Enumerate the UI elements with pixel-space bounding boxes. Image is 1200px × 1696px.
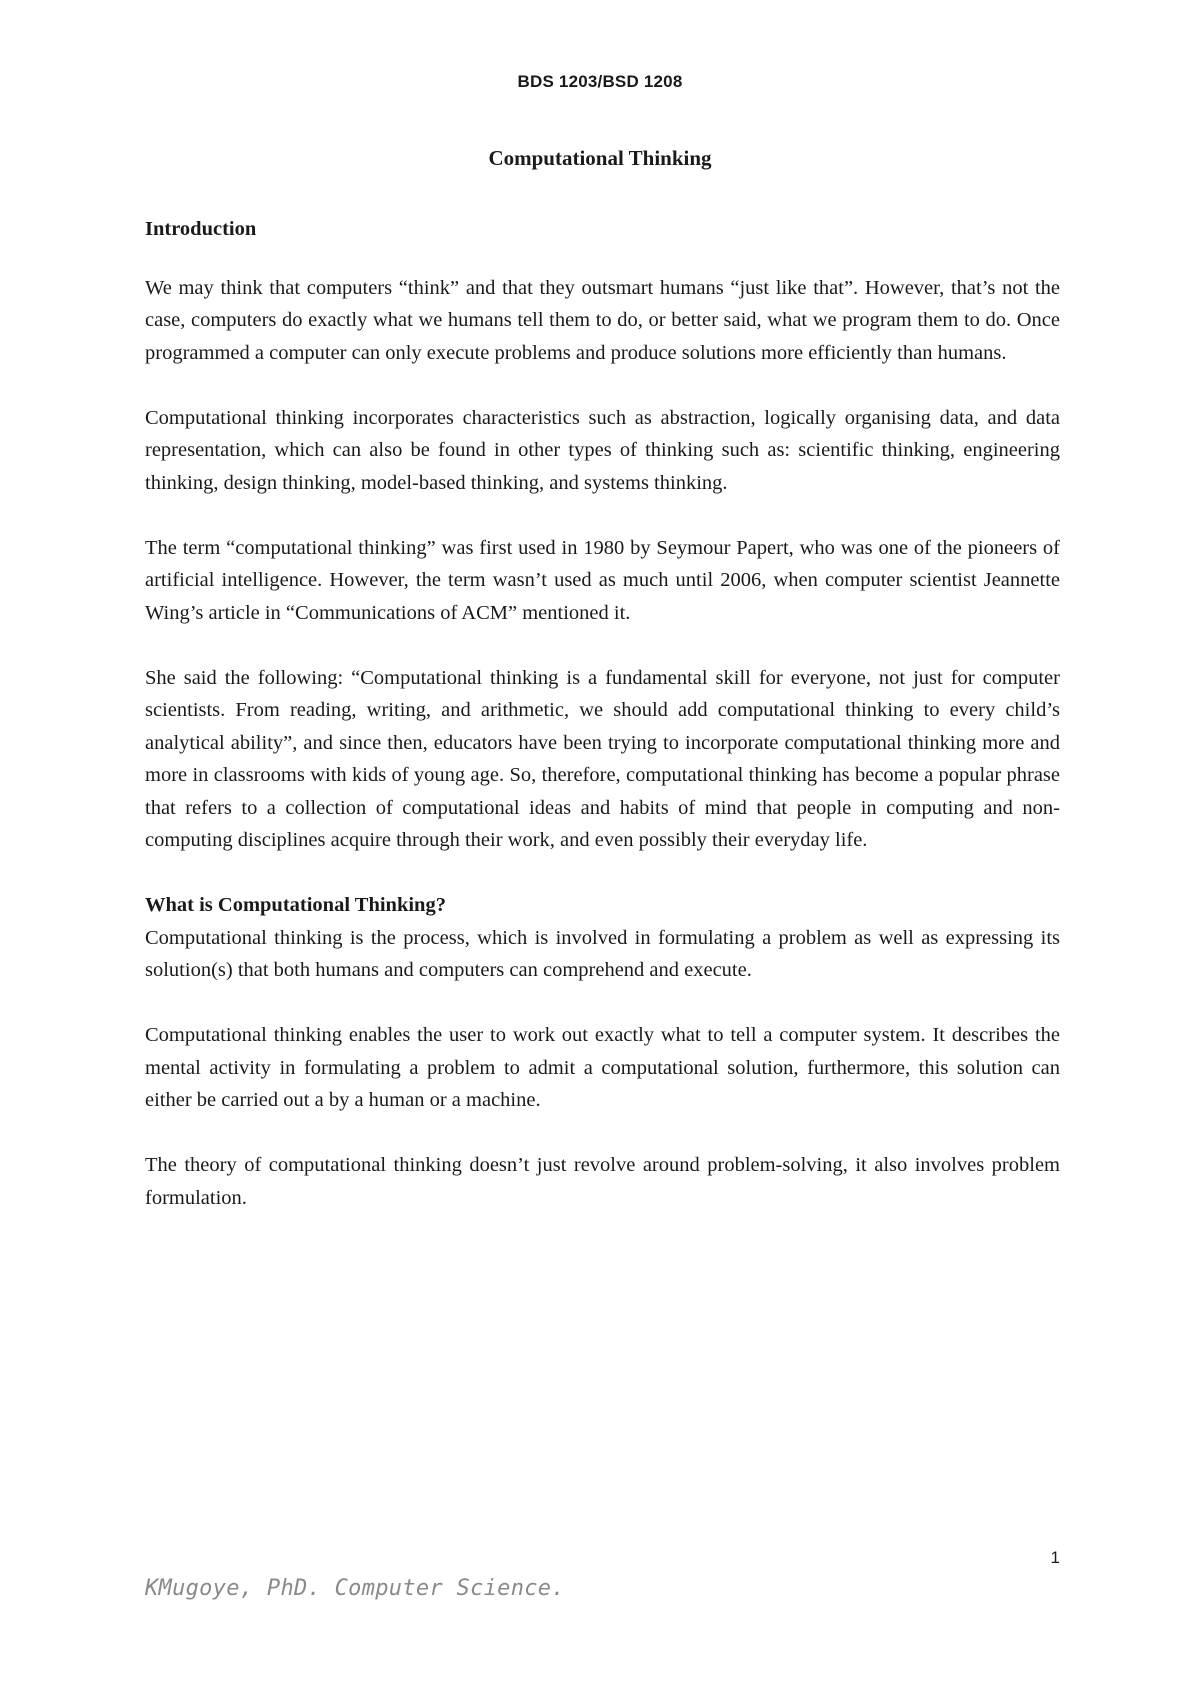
paragraph: The theory of computational thinking doesn’t just revolve around problem-solving, it also involves problem formulation. [145, 1154, 1060, 1209]
course-code-header: BDS 1203/BSD 1208 [517, 72, 683, 91]
paragraph: Computational thinking enables the user to work out exactly what to tell a computer system. It describes the mental activity in formulating a problem to admit a computational solution, furthermore, this solution can either be carried out a by a human or a machine. [145, 1024, 1060, 1111]
page-title: Computational Thinking [488, 146, 712, 170]
paragraph: Computational thinking is the process, which is involved in formulating a problem as well as expressing its solution(s) that both humans and computers can comprehend and execute. [145, 926, 1060, 981]
section-heading-introduction: Introduction [145, 218, 257, 240]
section-heading-what-is: What is Computational Thinking? [145, 894, 446, 916]
document-body [145, 213, 1060, 1214]
paragraph: The term “computational thinking” was first used in 1980 by Seymour Papert, who was one of the pioneers of artificial intelligence. However, the term wasn’t used as much until 2006, when computer scientist Jeannette Wing’s article in “Communications of ACM” mentioned it. [145, 536, 1060, 624]
footer-author: KMugoye, PhD. Computer Science. [145, 1576, 565, 1601]
paragraph: She said the following: “Computational thinking is a fundamental skill for everyone, not just for computer scientists. From reading, writing, and arithmetic, we should add computational thinking to every child’s analytical ability”, and since then, educators have been trying to incorporate computational thinking more and more in classrooms with kids of young age. So, therefore, computational thinking has become a popular phrase that refers to a collection of computational ideas and habits of mind that people in computing and non-computing disciplines acquire through their work, and even possibly their everyday life. [145, 666, 1060, 851]
page-number: 1 [1050, 1548, 1060, 1567]
paragraph: We may think that computers “think” and that they outsmart humans “just like that”. However, that’s not the case, computers do exactly what we humans tell them to do, or better said, what we program them to do. Once programmed a computer can only execute problems and produce solutions more efficiently than humans. [145, 276, 1060, 364]
paragraph: Computational thinking incorporates characteristics such as abstraction, logically organising data, and data representation, which can also be found in other types of thinking such as: scientific thinking, engineering thinking, design thinking, model-based thinking, and systems thinking. [145, 406, 1060, 494]
